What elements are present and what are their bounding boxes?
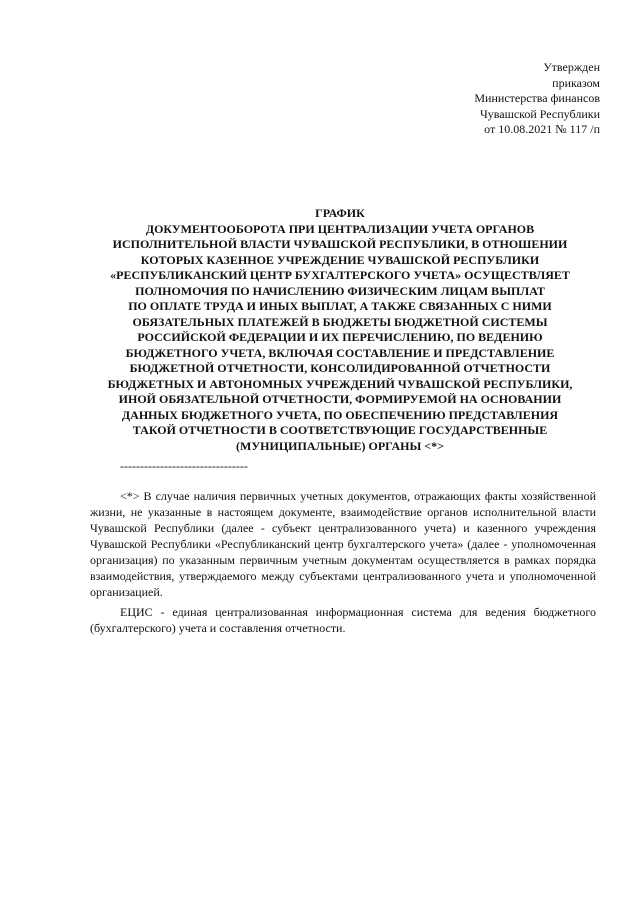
approval-line-approved: Утвержден [543, 60, 600, 74]
title-line: БЮДЖЕТНЫХ И АВТОНОМНЫХ УЧРЕЖДЕНИЙ ЧУВАШСКОЙ РЕСПУБЛИКИ, [107, 376, 573, 391]
title-line: ДОКУМЕНТООБОРОТА ПРИ ЦЕНТРАЛИЗАЦИИ УЧЕТА ОРГАНОВ [145, 221, 535, 236]
approval-line-republic: Чувашской Республики [479, 106, 600, 121]
title-line: РОССИЙСКОЙ ФЕДЕРАЦИИ И ИХ ПЕРЕЧИСЛЕНИЮ, ПО ВЕДЕНИЮ [137, 330, 543, 344]
title-line: ИНОЙ ОБЯЗАТЕЛЬНОЙ ОТЧЕТНОСТИ, ФОРМИРУЕМОЙ НА ОСНОВАНИИ [118, 392, 562, 406]
footnote-asterisk-note: <*> В случае наличия первичных учетных документов, отражающих факты хозяйственной жизни, не указанные в настоящем документе, взаимодействие органов исполнительной власти Чувашской Республики (далее - субъект централизованного учета) и казенного учреждения Чувашской Республики «Республиканский центр бухгалтерского учета» (далее - уполномоченная организация) по указанным первичным учетным документам осуществляется в рамках порядка взаимодействия, утверждаемого между субъектами централизованного учета и уполномоченной организацией. [90, 489, 596, 599]
title-line: ДАННЫХ БЮДЖЕТНОГО УЧЕТА, ПО ОБЕСПЕЧЕНИЮ ПРЕДСТАВЛЕНИЯ [121, 407, 559, 422]
approval-line-ministry: Министерства финансов [474, 91, 600, 106]
title-line: ОБЯЗАТЕЛЬНЫХ ПЛАТЕЖЕЙ В БЮДЖЕТЫ БЮДЖЕТНОЙ СИСТЕМЫ [132, 314, 548, 329]
document-title [80, 206, 600, 454]
title-line: ТАКОЙ ОТЧЕТНОСТИ В СООТВЕТСТВУЮЩИЕ ГОСУДАРСТВЕННЫЕ [132, 423, 548, 437]
title-line: ПО ОПЛАТЕ ТРУДА И ИНЫХ ВЫПЛАТ, А ТАКЖЕ СВЯЗАННЫХ С НИМИ [128, 299, 552, 313]
title-line: КОТОРЫХ КАЗЕННОЕ УЧРЕЖДЕНИЕ ЧУВАШСКОЙ РЕСПУБЛИКИ [140, 252, 540, 267]
approval-line-order: приказом [552, 75, 600, 90]
title-line: ПОЛНОМОЧИЯ ПО НАЧИСЛЕНИЮ ФИЗИЧЕСКИМ ЛИЦАМ ВЫПЛАТ [135, 283, 545, 298]
footnote-separator: -------------------------------- [120, 459, 248, 473]
title-heading: ГРАФИК [315, 206, 365, 220]
title-line: БЮДЖЕТНОЙ ОТЧЕТНОСТИ, КОНСОЛИДИРОВАННОЙ ОТЧЕТНОСТИ [129, 361, 551, 375]
title-line: (МУНИЦИПАЛЬНЫЕ) ОРГАНЫ <*> [236, 438, 444, 453]
approval-line-date-number: от 10.08.2021 № 117 /п [484, 122, 600, 137]
title-line: ИСПОЛНИТЕЛЬНОЙ ВЛАСТИ ЧУВАШСКОЙ РЕСПУБЛИКИ, В ОТНОШЕНИИ [112, 237, 568, 251]
approval-stamp [340, 60, 600, 138]
title-line: «РЕСПУБЛИКАНСКИЙ ЦЕНТР БУХГАЛТЕРСКОГО УЧЕТА» ОСУЩЕСТВЛЯЕТ [110, 268, 570, 282]
footnote-ecis-note: ЕЦИС - единая централизованная информационная система для ведения бюджетного (бухгалтерского) учета и составления отчетности. [90, 605, 596, 635]
title-line: БЮДЖЕТНОГО УЧЕТА, ВКЛЮЧАЯ СОСТАВЛЕНИЕ И ПРЕДСТАВЛЕНИЕ [125, 345, 555, 360]
